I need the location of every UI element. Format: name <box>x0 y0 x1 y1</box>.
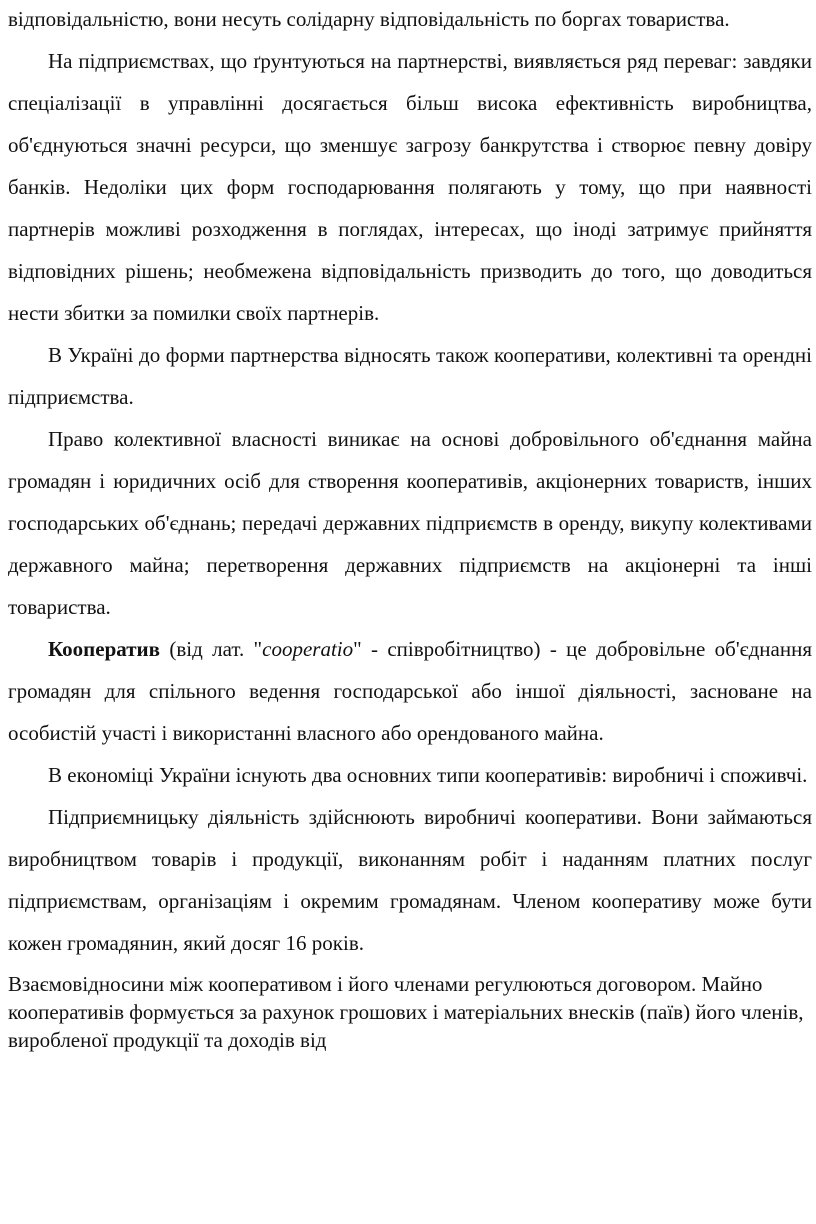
paragraph-partnership-forms: В Україні до форми партнерства відносять також кооперативи, колективні та орендні підприємства. <box>8 343 812 409</box>
document-page <box>8 0 812 1054</box>
paragraph-partnership-advantages: На підприємствах, що ґрунтуються на партнерстві, виявляється ряд переваг: завдяки спеціалізації в управлінні досягається більш висока ефективність виробництва, об'єднуються значні ресурси, що зменшує загрозу банкрутства і створює певну довіру банків. Недоліки цих форм господарювання полягають у тому, що при наявності партнерів можливі розходження в поглядах, інтересах, що іноді затримує прийняття відповідних рішень; необмежена відповідальність призводить до того, що доводиться нести збитки за помилки своїх партнерів. <box>8 49 812 325</box>
paragraph-production-cooperatives: Підприємницьку діяльність здійснюють виробничі кооперативи. Вони займаються виробництвом товарів і продукції, виконанням робіт і наданням платних послуг підприємствам, організаціям і окремим громадянам. Членом кооперативу може бути кожен громадянин, який досяг 16 років. <box>8 805 812 955</box>
paragraph-cooperative-definition <box>8 628 812 754</box>
term-cooperative: Кооператив <box>48 637 160 661</box>
definition-part-a: (від лат. " <box>160 637 263 661</box>
definition-part-b: " - співробітництво) - це добровільне об'єднання громадян для спільного ведення господарської або іншої діяльності, засноване на особистій участі і використанні власного або орендованого майна. <box>8 637 812 745</box>
paragraph-continuation: відповідальністю, вони несуть солідарну відповідальність по боргах товариства. <box>8 7 730 31</box>
paragraph-collective-property: Право колективної власності виникає на основі добровільного об'єднання майна громадян і юридичних осіб для створення кооперативів, акціонерних товариств, інших господарських об'єднань; передачі державних підприємств в оренду, викупу колективами державного майна; перетворення державних підприємств на акціонерні та інші товариства. <box>8 427 812 619</box>
latin-term: cooperatio <box>262 637 354 661</box>
paragraph-member-relations: Взаємовідносини між кооперативом і його членами регулюються договором. Майно кооперативів формується за рахунок грошових і матеріальних внесків (паїв) його членів, виробленої продукції та доходів від <box>8 972 804 1052</box>
paragraph-cooperative-types: В економіці України існують два основних типи кооперативів: виробничі і споживчі. <box>48 763 808 787</box>
